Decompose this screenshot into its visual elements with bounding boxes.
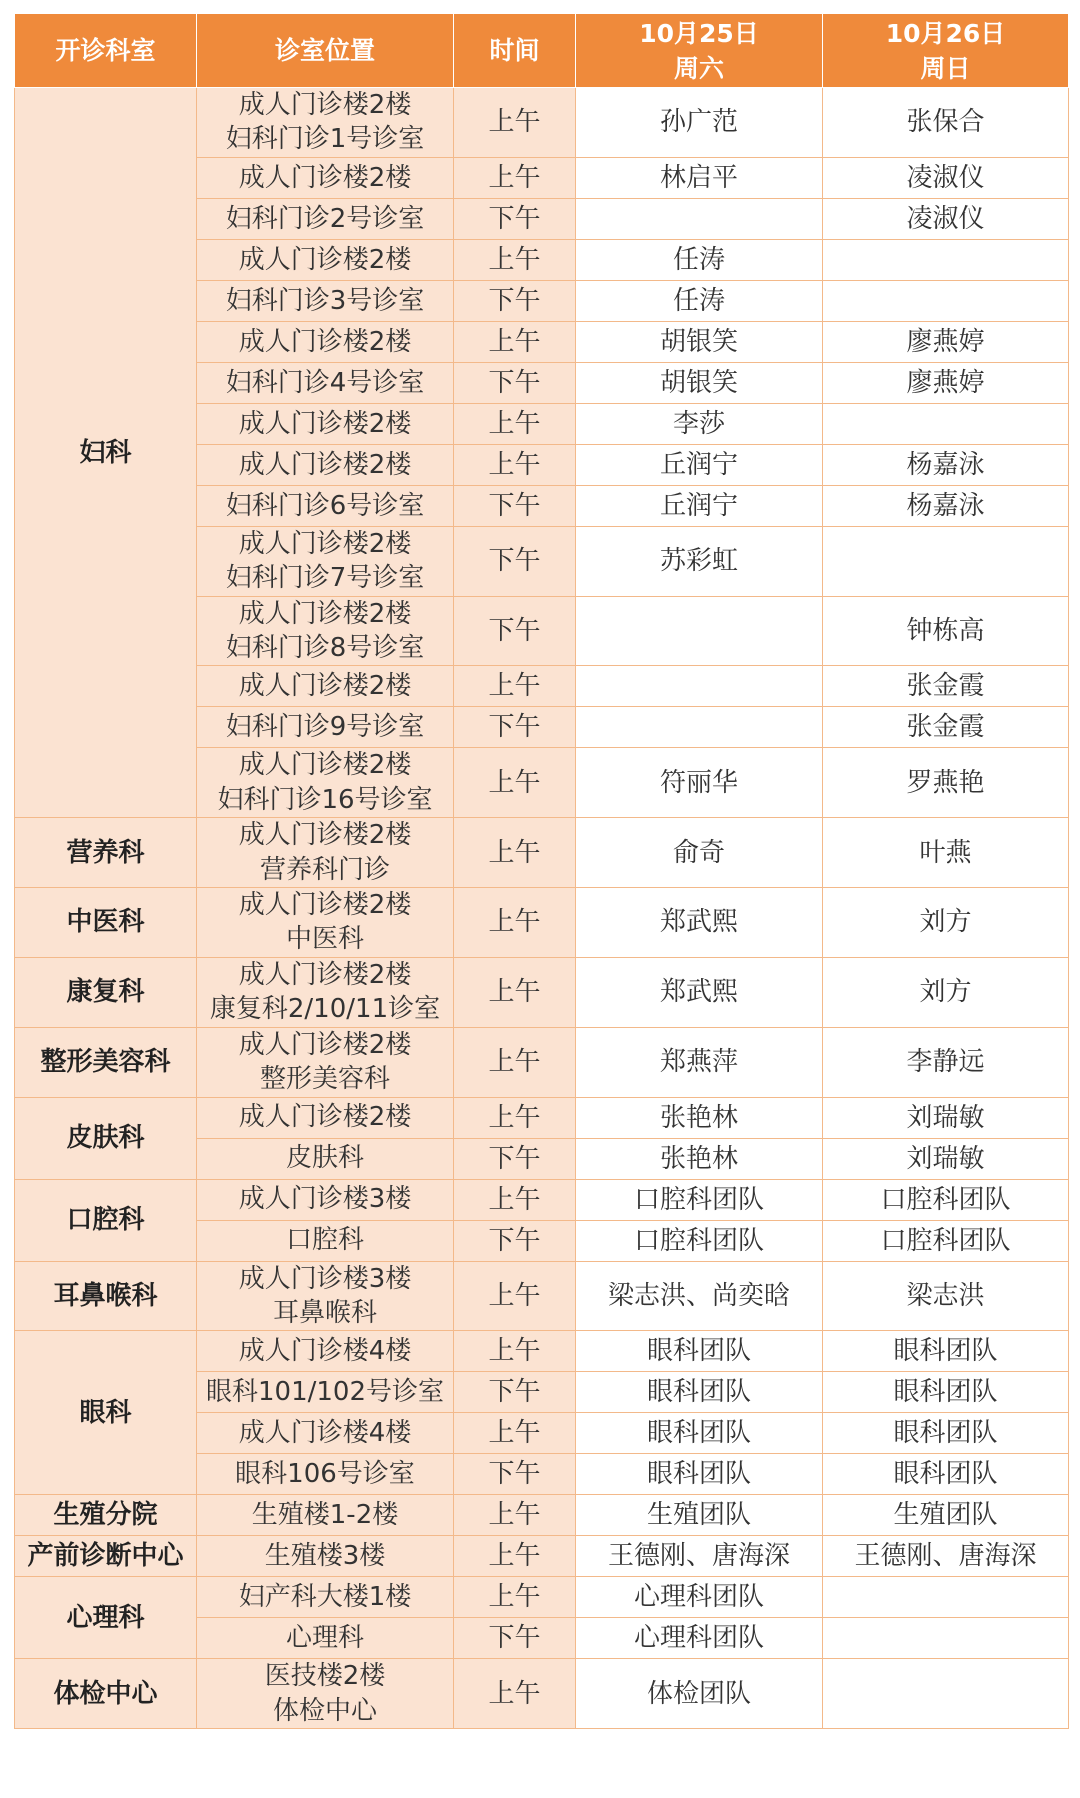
header-sat-day: 周六 (673, 53, 724, 83)
location-line: 成人门诊楼2楼 (238, 90, 412, 120)
location-line: 妇科门诊1号诊室 (225, 124, 425, 155)
location-cell (197, 88, 454, 158)
location-cell (197, 362, 454, 403)
time-cell: 上午 (454, 403, 576, 444)
sunday-doctor-cell: 廖燕婷 (823, 362, 1069, 403)
saturday-doctor-cell: 俞奇 (576, 818, 823, 888)
saturday-doctor-cell: 心理科团队 (576, 1577, 823, 1618)
sunday-doctor-cell: 刘瑞敏 (823, 1097, 1069, 1138)
location-cell (197, 1220, 454, 1261)
sunday-doctor-cell: 眼科团队 (823, 1331, 1069, 1372)
time-cell: 上午 (454, 1659, 576, 1729)
time-cell: 上午 (454, 666, 576, 707)
location-cell (197, 444, 454, 485)
time-cell: 下午 (454, 1138, 576, 1179)
location-cell (197, 957, 454, 1027)
schedule-body (15, 88, 1069, 1729)
location-line: 成人门诊楼2楼 (238, 449, 412, 480)
location-cell (197, 707, 454, 748)
header-sun-day: 周日 (920, 53, 971, 83)
schedule-row (15, 1536, 1069, 1577)
schedule-row (15, 1097, 1069, 1138)
location-line: 康复科2/10/11诊室 (209, 994, 441, 1025)
saturday-doctor-cell: 口腔科团队 (576, 1220, 823, 1261)
time-cell: 上午 (454, 1495, 576, 1536)
location-line: 成人门诊楼2楼 (238, 890, 412, 921)
location-line: 成人门诊楼2楼 (238, 671, 412, 702)
saturday-doctor-cell: 生殖团队 (576, 1495, 823, 1536)
schedule-row (15, 1495, 1069, 1536)
time-cell: 上午 (454, 888, 576, 958)
saturday-doctor-cell: 心理科团队 (576, 1618, 823, 1659)
saturday-doctor-cell: 郑武熙 (576, 888, 823, 958)
time-cell: 上午 (454, 1179, 576, 1220)
schedule-row (15, 1179, 1069, 1220)
time-cell: 下午 (454, 526, 576, 596)
location-line: 成人门诊楼4楼 (238, 1336, 412, 1367)
time-cell: 上午 (454, 818, 576, 888)
sunday-doctor-cell: 口腔科团队 (823, 1220, 1069, 1261)
time-cell: 下午 (454, 362, 576, 403)
location-cell (197, 1097, 454, 1138)
header-sat-date: 10月25日 (639, 18, 759, 48)
department-cell: 眼科 (15, 1331, 197, 1495)
schedule-row (15, 957, 1069, 1027)
time-cell: 下午 (454, 1220, 576, 1261)
sunday-doctor-cell: 张金霞 (823, 666, 1069, 707)
time-cell: 下午 (454, 596, 576, 666)
location-line: 心理科 (285, 1623, 364, 1654)
sunday-doctor-cell (823, 526, 1069, 596)
location-cell (197, 596, 454, 666)
header-sunday (823, 14, 1069, 88)
location-line: 成人门诊楼3楼 (238, 1184, 412, 1215)
location-cell (197, 1577, 454, 1618)
saturday-doctor-cell: 王德刚、唐海深 (576, 1536, 823, 1577)
department-cell: 皮肤科 (15, 1097, 197, 1179)
department-cell: 耳鼻喉科 (15, 1261, 197, 1331)
sunday-doctor-cell (823, 280, 1069, 321)
header-location: 诊室位置 (197, 14, 454, 88)
schedule-row (15, 88, 1069, 158)
saturday-doctor-cell (576, 198, 823, 239)
sunday-doctor-cell: 眼科团队 (823, 1413, 1069, 1454)
saturday-doctor-cell: 眼科团队 (576, 1413, 823, 1454)
sunday-doctor-cell: 李静远 (823, 1027, 1069, 1097)
location-line: 眼科101/102号诊室 (205, 1377, 444, 1408)
time-cell: 下午 (454, 280, 576, 321)
time-cell: 下午 (454, 707, 576, 748)
location-line: 成人门诊楼2楼 (238, 820, 412, 851)
time-cell: 上午 (454, 321, 576, 362)
saturday-doctor-cell: 郑燕萍 (576, 1027, 823, 1097)
sunday-doctor-cell: 张金霞 (823, 707, 1069, 748)
department-cell: 体检中心 (15, 1659, 197, 1729)
saturday-doctor-cell: 丘润宁 (576, 485, 823, 526)
schedule-row (15, 1659, 1069, 1729)
schedule-row (15, 1027, 1069, 1097)
location-line: 成人门诊楼2楼 (238, 959, 412, 990)
location-cell (197, 1413, 454, 1454)
location-line: 妇科门诊6号诊室 (225, 490, 425, 521)
location-cell (197, 1027, 454, 1097)
schedule-row (15, 1577, 1069, 1618)
location-cell (197, 280, 454, 321)
department-cell: 整形美容科 (15, 1027, 197, 1097)
sunday-doctor-cell: 凌淑仪 (823, 198, 1069, 239)
location-cell (197, 1454, 454, 1495)
header-time: 时间 (454, 14, 576, 88)
saturday-doctor-cell: 眼科团队 (576, 1331, 823, 1372)
location-line: 皮肤科 (285, 1143, 364, 1174)
location-line: 成人门诊楼2楼 (238, 244, 412, 275)
location-cell (197, 1495, 454, 1536)
location-line: 医技楼2楼 (264, 1661, 386, 1692)
sunday-doctor-cell: 杨嘉泳 (823, 444, 1069, 485)
location-line: 营养科门诊 (259, 854, 390, 885)
sunday-doctor-cell (823, 403, 1069, 444)
location-cell (197, 1659, 454, 1729)
sunday-doctor-cell: 杨嘉泳 (823, 485, 1069, 526)
location-cell (197, 403, 454, 444)
location-line: 成人门诊楼2楼 (238, 326, 412, 357)
location-line: 成人门诊楼2楼 (238, 162, 412, 193)
time-cell: 下午 (454, 485, 576, 526)
saturday-doctor-cell: 郑武熙 (576, 957, 823, 1027)
time-cell: 上午 (454, 239, 576, 280)
saturday-doctor-cell: 梁志洪、尚奕晗 (576, 1261, 823, 1331)
location-line: 成人门诊楼4楼 (238, 1418, 412, 1449)
saturday-doctor-cell: 张艳林 (576, 1097, 823, 1138)
time-cell: 下午 (454, 1618, 576, 1659)
time-cell: 上午 (454, 1097, 576, 1138)
location-line: 耳鼻喉科 (272, 1297, 377, 1328)
department-cell: 营养科 (15, 818, 197, 888)
sunday-doctor-cell: 口腔科团队 (823, 1179, 1069, 1220)
time-cell: 上午 (454, 1413, 576, 1454)
location-line: 成人门诊楼2楼 (238, 1029, 412, 1060)
location-cell (197, 1331, 454, 1372)
saturday-doctor-cell (576, 666, 823, 707)
saturday-doctor-cell: 任涛 (576, 280, 823, 321)
time-cell: 下午 (454, 1372, 576, 1413)
schedule-row (15, 818, 1069, 888)
sunday-doctor-cell: 刘方 (823, 888, 1069, 958)
header-dept: 开诊科室 (15, 14, 197, 88)
location-cell (197, 666, 454, 707)
time-cell: 上午 (454, 1577, 576, 1618)
location-line: 口腔科 (285, 1225, 364, 1256)
saturday-doctor-cell: 口腔科团队 (576, 1179, 823, 1220)
sunday-doctor-cell: 廖燕婷 (823, 321, 1069, 362)
location-cell (197, 1618, 454, 1659)
location-line: 成人门诊楼3楼 (238, 1263, 412, 1294)
header-saturday (576, 14, 823, 88)
location-cell (197, 239, 454, 280)
saturday-doctor-cell (576, 707, 823, 748)
location-cell (197, 1261, 454, 1331)
saturday-doctor-cell (576, 596, 823, 666)
location-line: 妇科门诊16号诊室 (217, 784, 433, 815)
location-cell (197, 526, 454, 596)
location-line: 成人门诊楼2楼 (238, 750, 412, 781)
location-cell (197, 198, 454, 239)
sunday-doctor-cell: 刘方 (823, 957, 1069, 1027)
location-line: 妇科门诊2号诊室 (225, 203, 425, 234)
location-line: 妇科门诊9号诊室 (225, 712, 425, 743)
location-line: 中医科 (285, 924, 364, 955)
location-line: 眼科106号诊室 (235, 1459, 415, 1490)
saturday-doctor-cell: 孙广范 (576, 88, 823, 158)
sunday-doctor-cell: 罗燕艳 (823, 748, 1069, 818)
schedule-row (15, 888, 1069, 958)
sunday-doctor-cell (823, 1618, 1069, 1659)
location-line: 成人门诊楼2楼 (238, 528, 412, 559)
saturday-doctor-cell: 任涛 (576, 239, 823, 280)
schedule-row (15, 1331, 1069, 1372)
time-cell: 上午 (454, 957, 576, 1027)
location-line: 妇科门诊8号诊室 (225, 633, 425, 664)
saturday-doctor-cell: 体检团队 (576, 1659, 823, 1729)
department-cell: 康复科 (15, 957, 197, 1027)
sunday-doctor-cell: 眼科团队 (823, 1372, 1069, 1413)
location-line: 妇产科大楼1楼 (238, 1582, 412, 1613)
sunday-doctor-cell: 凌淑仪 (823, 157, 1069, 198)
location-cell (197, 321, 454, 362)
location-line: 成人门诊楼2楼 (238, 598, 412, 629)
sunday-doctor-cell: 刘瑞敏 (823, 1138, 1069, 1179)
location-line: 整形美容科 (259, 1064, 390, 1095)
sunday-doctor-cell: 梁志洪 (823, 1261, 1069, 1331)
schedule-row (15, 1261, 1069, 1331)
department-cell: 产前诊断中心 (15, 1536, 197, 1577)
location-cell (197, 888, 454, 958)
location-cell (197, 1536, 454, 1577)
department-cell: 中医科 (15, 888, 197, 958)
saturday-doctor-cell: 符丽华 (576, 748, 823, 818)
time-cell: 上午 (454, 444, 576, 485)
time-cell: 上午 (454, 88, 576, 158)
location-line: 成人门诊楼2楼 (238, 408, 412, 439)
time-cell: 下午 (454, 1454, 576, 1495)
time-cell: 上午 (454, 1027, 576, 1097)
saturday-doctor-cell: 林启平 (576, 157, 823, 198)
location-cell (197, 748, 454, 818)
location-line: 妇科门诊7号诊室 (225, 563, 425, 594)
sunday-doctor-cell (823, 1659, 1069, 1729)
sunday-doctor-cell: 眼科团队 (823, 1454, 1069, 1495)
sunday-doctor-cell: 钟栋高 (823, 596, 1069, 666)
time-cell: 上午 (454, 1261, 576, 1331)
location-line: 妇科门诊4号诊室 (225, 367, 425, 398)
saturday-doctor-cell: 胡银笑 (576, 321, 823, 362)
location-cell (197, 1372, 454, 1413)
saturday-doctor-cell: 眼科团队 (576, 1454, 823, 1495)
clinic-schedule-table (14, 13, 1069, 1729)
saturday-doctor-cell: 张艳林 (576, 1138, 823, 1179)
location-line: 妇科门诊3号诊室 (225, 285, 425, 316)
location-line: 体检中心 (272, 1695, 377, 1726)
location-line: 生殖楼1-2楼 (251, 1500, 399, 1531)
saturday-doctor-cell: 李莎 (576, 403, 823, 444)
header-row (15, 14, 1069, 88)
location-cell (197, 485, 454, 526)
sunday-doctor-cell: 张保合 (823, 88, 1069, 158)
saturday-doctor-cell: 眼科团队 (576, 1372, 823, 1413)
location-line: 生殖楼3楼 (264, 1541, 386, 1572)
saturday-doctor-cell: 苏彩虹 (576, 526, 823, 596)
time-cell: 上午 (454, 1331, 576, 1372)
time-cell: 上午 (454, 1536, 576, 1577)
time-cell: 上午 (454, 748, 576, 818)
time-cell: 上午 (454, 157, 576, 198)
location-line: 成人门诊楼2楼 (238, 1102, 412, 1133)
location-cell (197, 1138, 454, 1179)
location-cell (197, 157, 454, 198)
header-sun-date: 10月26日 (885, 18, 1006, 48)
department-cell: 妇科 (15, 88, 197, 818)
sunday-doctor-cell (823, 1577, 1069, 1618)
sunday-doctor-cell: 叶燕 (823, 818, 1069, 888)
location-cell (197, 818, 454, 888)
department-cell: 口腔科 (15, 1179, 197, 1261)
sunday-doctor-cell: 王德刚、唐海深 (823, 1536, 1069, 1577)
department-cell: 生殖分院 (15, 1495, 197, 1536)
department-cell: 心理科 (15, 1577, 197, 1659)
sunday-doctor-cell: 生殖团队 (823, 1495, 1069, 1536)
sunday-doctor-cell (823, 239, 1069, 280)
location-cell (197, 1179, 454, 1220)
saturday-doctor-cell: 丘润宁 (576, 444, 823, 485)
time-cell: 下午 (454, 198, 576, 239)
saturday-doctor-cell: 胡银笑 (576, 362, 823, 403)
